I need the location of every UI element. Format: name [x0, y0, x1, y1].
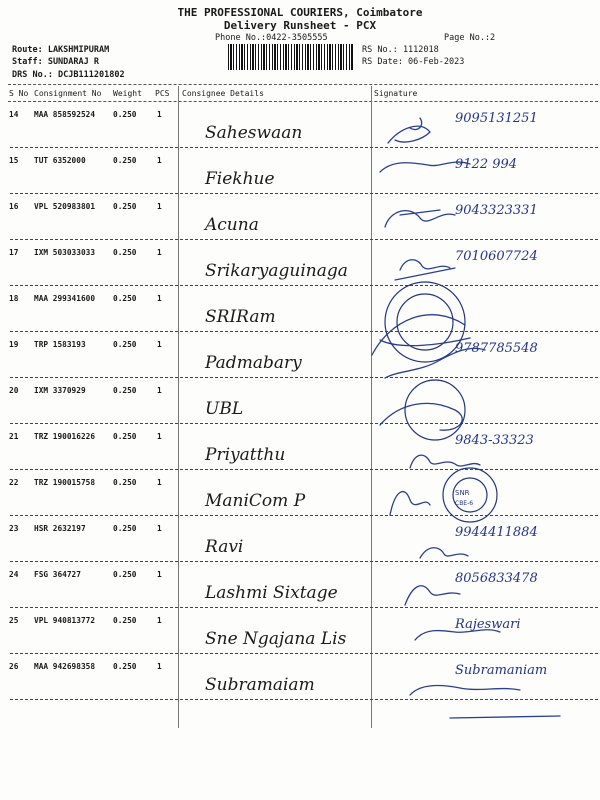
pieces-count: 1 [157, 570, 162, 579]
consignment-number: FSG 364727 [34, 570, 81, 579]
col-weight: Weight [113, 89, 142, 98]
consignment-number: VPL 520983801 [34, 202, 96, 211]
consignee-handwritten-name: Lashmi Sixtage [205, 583, 338, 603]
col-consignee: Consignee Details [182, 89, 264, 98]
weight-value: 0.250 [113, 340, 137, 349]
signature-handwritten-note: 9944411884 [455, 525, 538, 540]
signature-row14 [388, 118, 430, 143]
consignee-handwritten-name: Saheswaan [205, 123, 303, 143]
serial-number: 18 [9, 294, 19, 303]
serial-number: 16 [9, 202, 19, 211]
signature-row26 [410, 686, 560, 718]
staff-label: Staff: SUNDARAJ R [12, 57, 99, 67]
weight-value: 0.250 [113, 248, 137, 257]
weight-value: 0.250 [113, 616, 137, 625]
consignee-handwritten-name: Srikaryaguinaga [205, 261, 348, 281]
signature-row20 [380, 403, 462, 430]
weight-value: 0.250 [113, 156, 137, 165]
signature-handwritten-note: Rajeswari [455, 617, 521, 632]
company-title: THE PROFESSIONAL COURIERS, Coimbatore [177, 6, 423, 19]
rs-date: RS Date: 06-Feb-2023 [362, 57, 465, 67]
stamp-snr-cbe [443, 468, 497, 522]
consignee-handwritten-name: SRIRam [205, 307, 276, 327]
weight-value: 0.250 [113, 662, 137, 671]
signature-handwritten-note: 9095131251 [455, 111, 538, 126]
serial-number: 26 [9, 662, 19, 671]
consignment-number: IXM 3370929 [34, 386, 86, 395]
page-number: Page No.:2 [444, 33, 496, 43]
signature-handwritten-note: 9787785548 [455, 341, 538, 356]
col-signature: Signature [374, 89, 418, 98]
signature-handwritten-note: 8056833478 [455, 571, 538, 586]
consignment-number: MAA 858592524 [34, 110, 96, 119]
serial-number: 14 [9, 110, 19, 119]
consignee-handwritten-name: Acuna [205, 215, 259, 235]
consignment-number: MAA 942698358 [34, 662, 96, 671]
weight-value: 0.250 [113, 478, 137, 487]
pieces-count: 1 [157, 616, 162, 625]
pieces-count: 1 [157, 524, 162, 533]
weight-value: 0.250 [113, 432, 137, 441]
signature-handwritten-note: 9843-33323 [455, 433, 534, 448]
pieces-count: 1 [157, 248, 162, 257]
phone-number: Phone No.:0422-3505555 [215, 33, 328, 43]
consignee-handwritten-name: Subramaiam [205, 675, 315, 695]
signature-row25 [415, 630, 500, 640]
serial-number: 23 [9, 524, 19, 533]
document-subtitle: Delivery Runsheet - PCX [223, 19, 377, 32]
serial-number: 17 [9, 248, 19, 257]
serial-number: 15 [9, 156, 19, 165]
consignee-handwritten-name: Sne Ngajana Lis [205, 629, 347, 649]
consignee-handwritten-name: Priyatthu [205, 445, 286, 465]
consignee-handwritten-name: ManiCom P [205, 491, 306, 511]
signature-row22 [390, 492, 430, 515]
signature-row16 [385, 210, 455, 227]
consignment-number: VPL 940813772 [34, 616, 96, 625]
consignment-number: HSR 2632197 [34, 524, 86, 533]
consignment-number: TRZ 190016226 [34, 432, 96, 441]
pieces-count: 1 [157, 386, 162, 395]
consignment-number: TRP 1583193 [34, 340, 86, 349]
serial-number: 24 [9, 570, 19, 579]
signature-handwritten-note: 9122 994 [455, 157, 518, 172]
consignment-number: IXM 503033033 [34, 248, 96, 257]
consignee-handwritten-name: Fiekhue [205, 169, 275, 189]
weight-value: 0.250 [113, 524, 137, 533]
col-pcs: PCS [155, 89, 170, 98]
signature-handwritten-note: 9043323331 [455, 203, 538, 218]
pieces-count: 1 [157, 202, 162, 211]
pieces-count: 1 [157, 432, 162, 441]
weight-value: 0.250 [113, 294, 137, 303]
pieces-count: 1 [157, 156, 162, 165]
signature-row24 [405, 586, 460, 605]
consignment-number: TRZ 190015758 [34, 478, 96, 487]
serial-number: 20 [9, 386, 19, 395]
serial-number: 19 [9, 340, 19, 349]
col-consignment: Consignment No [34, 89, 102, 98]
signature-row17 [395, 260, 455, 280]
pieces-count: 1 [157, 478, 162, 487]
weight-value: 0.250 [113, 110, 137, 119]
weight-value: 0.250 [113, 202, 137, 211]
consignment-number: TUT 6352000 [34, 156, 86, 165]
pieces-count: 1 [157, 340, 162, 349]
drs-number: DRS No.: DCJB111201802 [12, 70, 125, 80]
serial-number: 21 [9, 432, 19, 441]
pieces-count: 1 [157, 294, 162, 303]
consignee-handwritten-name: UBL [205, 399, 244, 419]
signature-handwritten-note: Subramaniam [455, 663, 548, 678]
signature-row21 [410, 455, 480, 468]
consignment-number: MAA 299341600 [34, 294, 96, 303]
pieces-count: 1 [157, 110, 162, 119]
stamp-snr-text: SNR [455, 489, 470, 497]
signature-row23 [420, 548, 468, 558]
serial-number: 25 [9, 616, 19, 625]
col-sno: S No [9, 89, 29, 98]
pieces-count: 1 [157, 662, 162, 671]
weight-value: 0.250 [113, 386, 137, 395]
route-label: Route: LAKSHMIPURAM [12, 45, 110, 55]
serial-number: 22 [9, 478, 19, 487]
signature-handwritten-note: 7010607724 [455, 249, 538, 264]
weight-value: 0.250 [113, 570, 137, 579]
stamp-cbe-text: CBE-6 [455, 500, 474, 507]
signature-row15 [380, 162, 470, 172]
consignee-handwritten-name: Ravi [205, 537, 244, 557]
rs-number: RS No.: 1112018 [362, 45, 439, 55]
consignee-handwritten-name: Padmabary [205, 353, 302, 373]
